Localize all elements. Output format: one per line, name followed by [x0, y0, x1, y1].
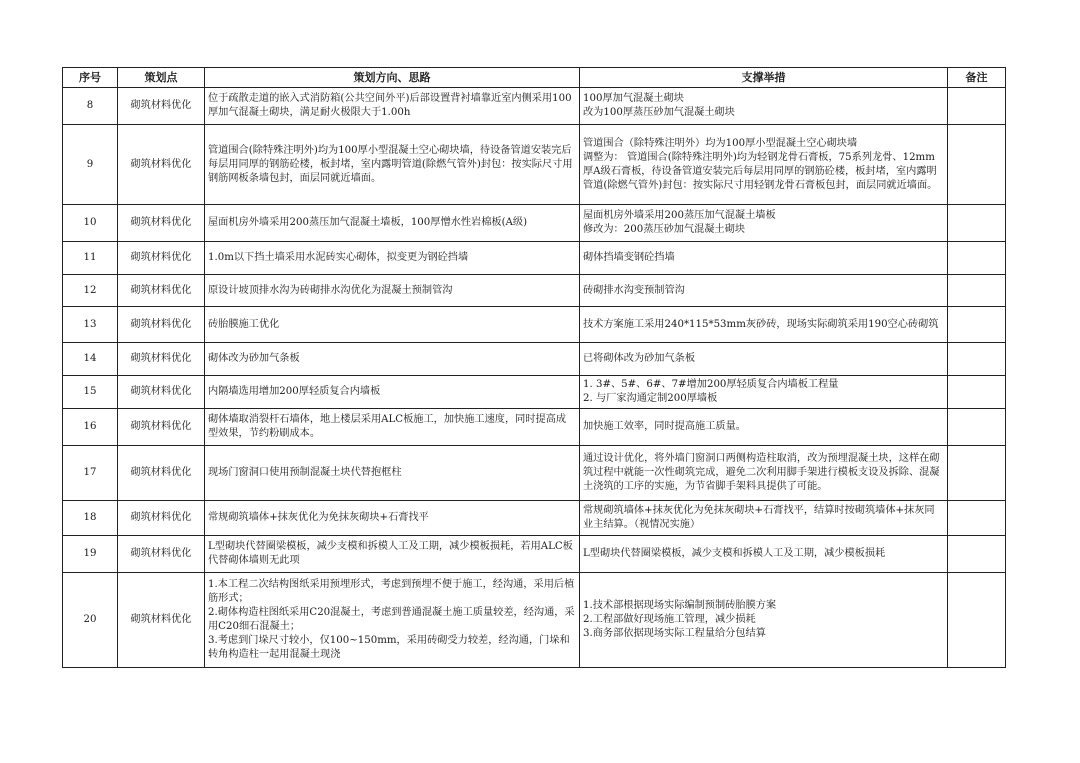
- table-row: [63, 205, 1006, 242]
- cell-direction: 砌体改为砂加气条板: [205, 343, 580, 376]
- cell-point: 砌筑材料优化: [118, 307, 205, 343]
- cell-direction: 现场门窗洞口使用预制混凝土块代替抱框柱: [205, 446, 580, 501]
- cell-support: 技术方案施工采用240*115*53mm灰砂砖，现场实际砌筑采用190空心砖砌筑: [580, 307, 948, 343]
- planning-table: [62, 67, 1006, 668]
- cell-note: [948, 446, 1006, 501]
- header-direction: 策划方向、思路: [205, 68, 580, 88]
- cell-note: [948, 409, 1006, 446]
- cell-point: 砌筑材料优化: [118, 409, 205, 446]
- cell-support: 1.技术部根据现场实际编制预制砖胎膜方案 2.工程部做好现场施工管理，减少损耗 3.商务部依据现场实际工程量给分包结算: [580, 573, 948, 668]
- table-row: [63, 307, 1006, 343]
- header-no: 序号: [63, 68, 118, 88]
- cell-point: 砌筑材料优化: [118, 501, 205, 536]
- cell-no: 8: [63, 88, 118, 125]
- cell-note: [948, 343, 1006, 376]
- cell-no: 20: [63, 573, 118, 668]
- cell-no: 13: [63, 307, 118, 343]
- cell-no: 11: [63, 242, 118, 275]
- cell-no: 16: [63, 409, 118, 446]
- cell-point: 砌筑材料优化: [118, 88, 205, 125]
- cell-point: 砌筑材料优化: [118, 376, 205, 409]
- cell-point: 砌筑材料优化: [118, 242, 205, 275]
- header-row: [63, 68, 1006, 88]
- cell-direction: 管道围合(除特殊注明外)均为100厚小型混凝土空心砌块墙，待设备管道安装完后每层用同厚的钢筋砼楼，板封堵，室内露明管道(除燃气管外)封包：按实际尺寸用钢筋网板条墙包封，面层同就近墙面。: [205, 125, 580, 205]
- cell-direction: 内隔墙选用增加200厚轻质复合内墙板: [205, 376, 580, 409]
- cell-direction: 1.0m以下挡土墙采用水泥砖实心砌体，拟变更为钢砼挡墙: [205, 242, 580, 275]
- cell-direction: L型砌块代替圈梁模板，减少支模和拆模人工及工期，减少模板损耗，若用ALC板代替砌体墙则无此项: [205, 536, 580, 573]
- table-row: [63, 573, 1006, 668]
- header-note: 备注: [948, 68, 1006, 88]
- cell-note: [948, 501, 1006, 536]
- cell-no: 12: [63, 275, 118, 307]
- cell-point: 砌筑材料优化: [118, 446, 205, 501]
- cell-point: 砌筑材料优化: [118, 343, 205, 376]
- cell-no: 17: [63, 446, 118, 501]
- cell-no: 10: [63, 205, 118, 242]
- cell-note: [948, 376, 1006, 409]
- cell-support: 100厚加气混凝土砌块 改为100厚蒸压砂加气混凝土砌块: [580, 88, 948, 125]
- table-row: [63, 409, 1006, 446]
- table-row: [63, 343, 1006, 376]
- cell-point: 砌筑材料优化: [118, 536, 205, 573]
- cell-no: 18: [63, 501, 118, 536]
- cell-direction: 原设计坡顶排水沟为砖砌排水沟优化为混凝土预制管沟: [205, 275, 580, 307]
- table-row: [63, 275, 1006, 307]
- table-row: [63, 125, 1006, 205]
- cell-support: 管道围合（除特殊注明外）均为100厚小型混凝土空心砌块墙 调整为： 管道围合(除特殊注明外)均为轻钢龙骨石膏板，75系列龙骨、12mm厚A级石膏板，待设备管道安装完后每层用同厚的钢筋砼楼，板封堵，室内露明管道(除燃气管外)封包：按实际尺寸用轻钢龙骨石膏板包封，面层同就近墙面。: [580, 125, 948, 205]
- cell-support: 1. 3#、5#、6#、7#增加200厚轻质复合内墙板工程量 2. 与厂家沟通定制200厚墙板: [580, 376, 948, 409]
- cell-support: 通过设计优化，将外墙门窗洞口两侧构造柱取消，改为预埋混凝土块，这样在砌筑过程中就能一次性砌筑完成，避免二次利用脚手架进行模板支设及拆除、混凝土浇筑的工序的实施，为节省脚手架料具提供了可能。: [580, 446, 948, 501]
- cell-point: 砌筑材料优化: [118, 205, 205, 242]
- cell-support: L型砌块代替圈梁模板，减少支模和拆模人工及工期，减少模板损耗: [580, 536, 948, 573]
- cell-support: 常规砌筑墙体+抹灰优化为免抹灰砌块+石膏找平，结算时按砌筑墙体+抹灰同业主结算。（视情况实施）: [580, 501, 948, 536]
- cell-support: 已将砌体改为砂加气条板: [580, 343, 948, 376]
- table-body: [63, 88, 1006, 668]
- table-row: [63, 536, 1006, 573]
- cell-direction: 常规砌筑墙体+抹灰优化为免抹灰砌块+石膏找平: [205, 501, 580, 536]
- cell-direction: 1.本工程二次结构图纸采用预埋形式，考虑到预埋不便于施工，经沟通，采用后植筋形式； 2.砌体构造柱图纸采用C20混凝土，考虑到普通混凝土施工质量较差，经沟通，采用C20细石混凝土； 3.考虑到门垛尺寸较小，仅100~150mm，采用砖砌受力较差，经沟通，门垛和转角构造柱一起用混凝土现浇: [205, 573, 580, 668]
- cell-note: [948, 573, 1006, 668]
- cell-direction: 砌体墙取消裂杆石墙体，地上楼层采用ALC板施工，加快施工速度，同时提高成型效果，节约粉刷成本。: [205, 409, 580, 446]
- cell-direction: 屋面机房外墙采用200蒸压加气混凝土墙板，100厚憎水性岩棉板(A级): [205, 205, 580, 242]
- table-row: [63, 376, 1006, 409]
- header-support: 支撑举措: [580, 68, 948, 88]
- table-row: [63, 501, 1006, 536]
- cell-note: [948, 125, 1006, 205]
- cell-note: [948, 307, 1006, 343]
- cell-support: 加快施工效率，同时提高施工质量。: [580, 409, 948, 446]
- cell-note: [948, 275, 1006, 307]
- cell-note: [948, 205, 1006, 242]
- cell-no: 19: [63, 536, 118, 573]
- spreadsheet-table-container: [62, 67, 1005, 668]
- cell-support: 屋面机房外墙采用200蒸压加气混凝土墙板 修改为：200蒸压砂加气混凝土砌块: [580, 205, 948, 242]
- cell-support: 砌体挡墙变钢砼挡墙: [580, 242, 948, 275]
- cell-note: [948, 242, 1006, 275]
- cell-no: 14: [63, 343, 118, 376]
- cell-point: 砌筑材料优化: [118, 125, 205, 205]
- table-row: [63, 242, 1006, 275]
- table-row: [63, 88, 1006, 125]
- cell-support: 砖砌排水沟变预制管沟: [580, 275, 948, 307]
- cell-note: [948, 536, 1006, 573]
- cell-no: 9: [63, 125, 118, 205]
- table-row: [63, 446, 1006, 501]
- cell-point: 砌筑材料优化: [118, 275, 205, 307]
- cell-direction: 位于疏散走道的嵌入式消防箱(公共空间外平)后部设置背衬墙靠近室内侧采用100厚加气混凝土砌块，满足耐火极限大于1.00h: [205, 88, 580, 125]
- cell-no: 15: [63, 376, 118, 409]
- cell-direction: 砖胎膜施工优化: [205, 307, 580, 343]
- cell-point: 砌筑材料优化: [118, 573, 205, 668]
- cell-note: [948, 88, 1006, 125]
- header-point: 策划点: [118, 68, 205, 88]
